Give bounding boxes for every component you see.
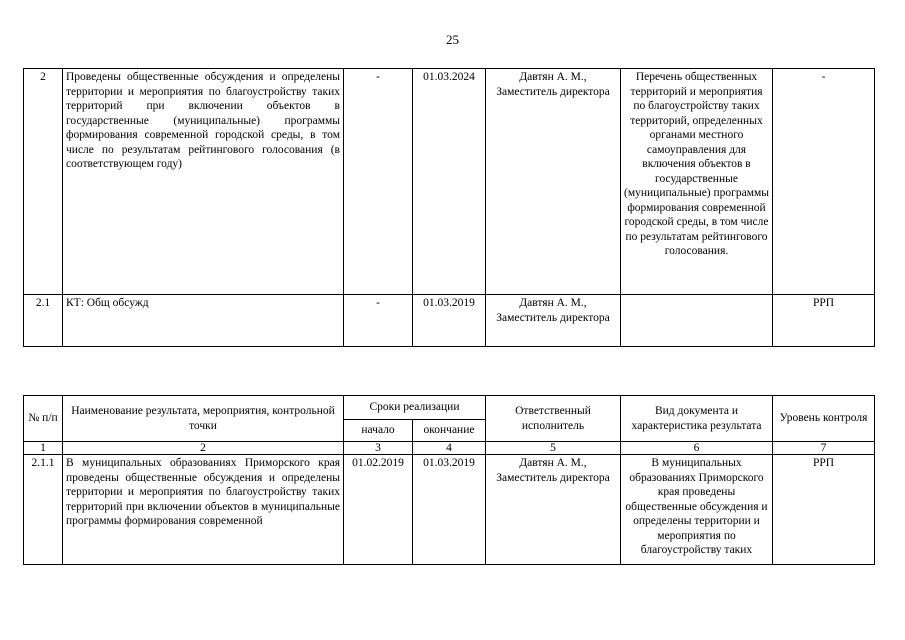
control-level: - [773, 69, 875, 295]
responsible-person: Давтян А. М., Заместитель директора [486, 295, 621, 347]
column-number: 4 [413, 442, 486, 455]
document-type [621, 295, 773, 347]
document-type: В муниципальных образованиях Приморского края проведены общественные обсуждения и определены территории и мероприятия по благоустройству таких [621, 455, 773, 565]
column-number: 5 [486, 442, 621, 455]
start-date: - [344, 295, 413, 347]
start-date: - [344, 69, 413, 295]
row-number: 2.1 [24, 295, 63, 347]
document-type: Перечень общественных территорий и мероприятия по благоустройству таких территорий, определенных органами местного самоуправления для включения объектов в государственные (муниципальные) программы формирования современной городской среды, в том числе по результатам рейтингового голосования. [621, 69, 773, 295]
result-name: В муниципальных образованиях Приморского края проведены общественные обсуждения и определены территории и мероприятия по благоустройству таких территорий при включении объектов в муниципальные программы формирования современной [63, 455, 344, 565]
end-date: 01.03.2019 [413, 455, 486, 565]
end-date: 01.03.2019 [413, 295, 486, 347]
result-name: КТ: Общ обсужд [63, 295, 344, 347]
column-number: 1 [24, 442, 63, 455]
control-level: РРП [773, 455, 875, 565]
header-name: Наименование результата, мероприятия, контрольной точки [63, 396, 344, 442]
header-control: Уровень контроля [773, 396, 875, 442]
header-document: Вид документа и характеристика результата [621, 396, 773, 442]
start-date: 01.02.2019 [344, 455, 413, 565]
header-end: окончание [413, 420, 486, 442]
column-number: 6 [621, 442, 773, 455]
page-number: 25 [446, 32, 459, 47]
table-header-row [24, 396, 875, 420]
header-start: начало [344, 420, 413, 442]
header-terms: Сроки реализации [344, 396, 486, 420]
responsible-person: Давтян А. М., Заместитель директора [486, 455, 621, 565]
responsible-person: Давтян А. М., Заместитель директора [486, 69, 621, 295]
header-num: № п/п [24, 396, 63, 442]
column-number: 2 [63, 442, 344, 455]
column-number: 3 [344, 442, 413, 455]
table-row [24, 455, 875, 565]
column-number: 7 [773, 442, 875, 455]
control-level: РРП [773, 295, 875, 347]
table-row [24, 69, 875, 295]
row-number: 2 [24, 69, 63, 295]
column-numbers-row [24, 442, 875, 455]
plan-table-continued [23, 68, 875, 347]
header-responsible: Ответственный исполнитель [486, 396, 621, 442]
plan-table [23, 395, 875, 565]
end-date: 01.03.2024 [413, 69, 486, 295]
table-row [24, 295, 875, 347]
result-name: Проведены общественные обсуждения и определены территории и мероприятия по благоустройству таких территорий при включении объектов в государственные (муниципальные) программы формирования современной городской среды, в том числе по результатам рейтингового голосования (в соответствующем году) [63, 69, 344, 295]
row-number: 2.1.1 [24, 455, 63, 565]
